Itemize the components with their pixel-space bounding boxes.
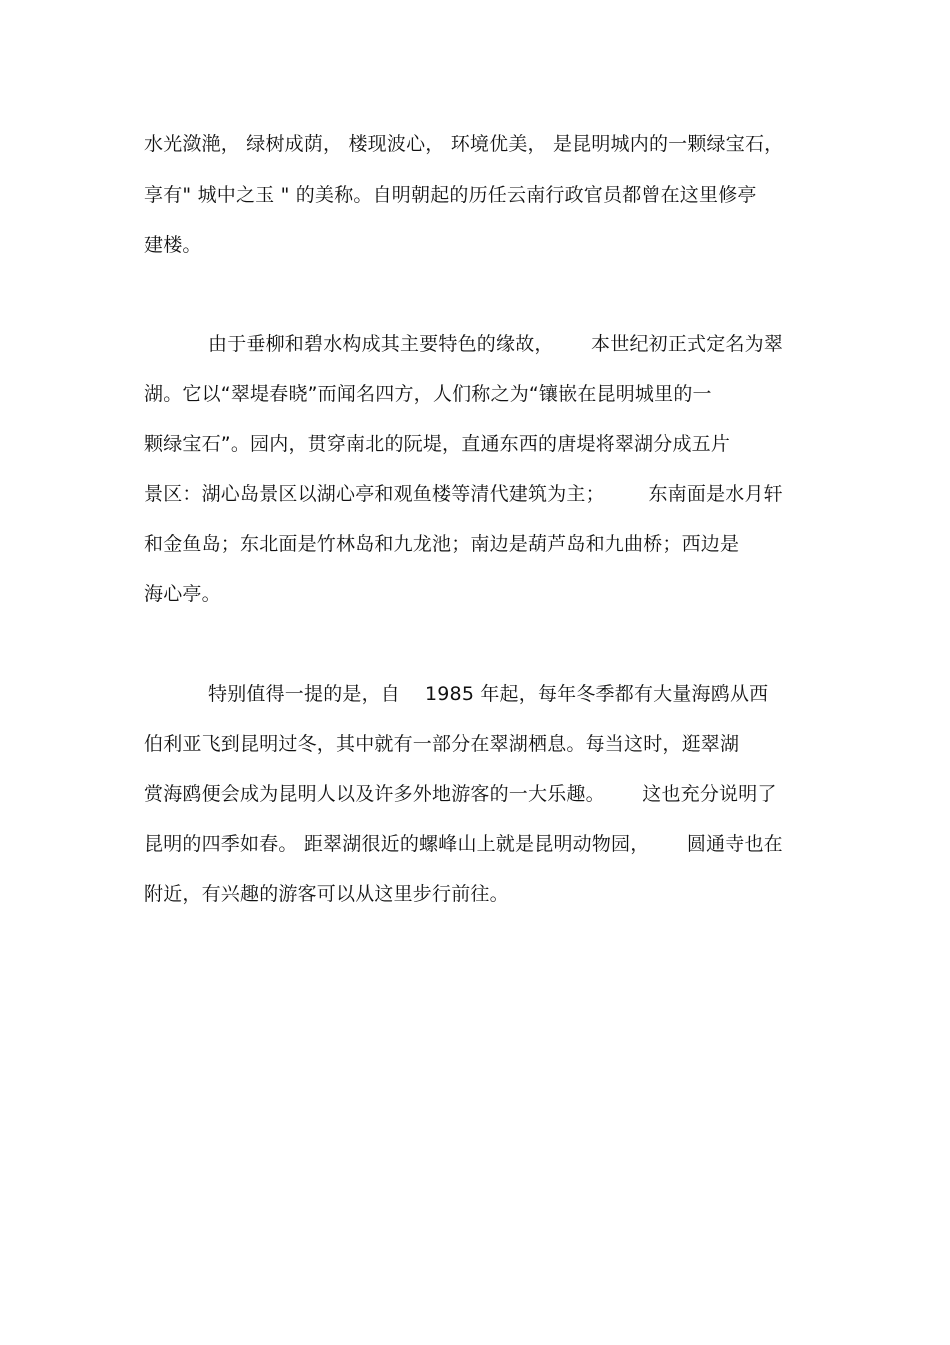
- paragraph-line: 湖。它以“翠堤春晓”而闻名四方，人们称之为“镶嵌在昆明城里的一: [144, 383, 712, 405]
- paragraph-line: 伯利亚飞到昆明过冬，其中就有一部分在翠湖栖息。每当这时，逛翠湖: [144, 733, 740, 755]
- paragraph-line: 海心亭。: [144, 583, 221, 605]
- paragraph-line: 水光潋滟， 绿树成荫， 楼现波心， 环境优美， 是昆明城内的一颗绿宝石，: [144, 133, 784, 155]
- paragraph-line: 景区：湖心岛景区以湖心亭和观鱼楼等清代建筑为主； 东南面是水月轩: [144, 483, 783, 505]
- paragraph-line: 附近，有兴趣的游客可以从这里步行前往。: [144, 883, 509, 905]
- paragraph-line: 赏海鸥便会成为昆明人以及许多外地游客的一大乐趣。 这也充分说明了: [144, 783, 777, 805]
- paragraph-line: 昆明的四季如春。 距翠湖很近的螺峰山上就是昆明动物园， 圆通寺也在: [144, 833, 783, 855]
- paragraph-line: 享有" 城中之玉 " 的美称。自明朝起的历任云南行政官员都曾在这里修亭: [144, 184, 757, 206]
- paragraph-line: 建楼。: [144, 234, 202, 256]
- paragraph-line: 由于垂柳和碧水构成其主要特色的缘故， 本世纪初正式定名为翠: [208, 333, 784, 355]
- paragraph-line: 和金鱼岛；东北面是竹林岛和九龙池；南边是葫芦岛和九曲桥；西边是: [144, 533, 740, 555]
- paragraph-line: 特别值得一提的是，自 1985 年起，每年冬季都有大量海鸥从西: [208, 683, 769, 705]
- paragraph-line: 颗绿宝石”。园内，贯穿南北的阮堤，直通东西的唐堤将翠湖分成五片: [144, 433, 731, 455]
